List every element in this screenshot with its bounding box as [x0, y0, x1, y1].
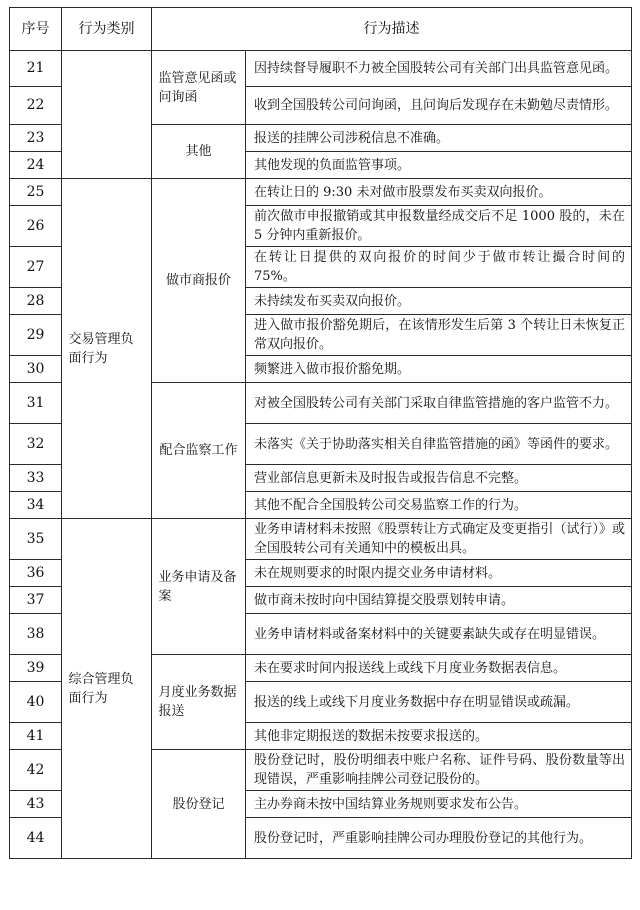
- header-description: 行为描述: [152, 8, 632, 51]
- row-number: 38: [10, 614, 62, 655]
- subcategory-label: 其他: [185, 144, 212, 159]
- row-number: 23: [10, 125, 62, 152]
- behavior-description: 业务申请材料未按照《股票转让方式确定及变更指引（试行）》或全国股转公司有关通知中的模板出具。: [246, 519, 632, 560]
- behavior-description: 频繁进入做市报价豁免期。: [246, 356, 632, 383]
- row-number: 42: [10, 750, 62, 791]
- subcategory-label: 业务申请及备案: [158, 569, 237, 604]
- row-number: 32: [10, 424, 62, 465]
- table-row: [10, 179, 632, 206]
- category-cell: [62, 519, 152, 859]
- behavior-description: 营业部信息更新未及时报告或报告信息不完整。: [246, 465, 632, 492]
- table-row: [10, 51, 632, 87]
- row-number: 21: [10, 51, 62, 87]
- behavior-description: 对被全国股转公司有关部门采取自律监管措施的客户监管不力。: [246, 383, 632, 424]
- behavior-description: 股份登记时，股份明细表中账户名称、证件号码、股份数量等出现错误，严重影响挂牌公司登记股份的。: [246, 750, 632, 791]
- header-category: 行为类别: [62, 8, 152, 51]
- category-cell: [62, 179, 152, 519]
- row-number: 27: [10, 247, 62, 288]
- row-number: 30: [10, 356, 62, 383]
- category-label: 综合管理负面行为: [68, 671, 134, 706]
- row-number: 24: [10, 152, 62, 179]
- behavior-description: 股份登记时，严重影响挂牌公司办理股份登记的其他行为。: [246, 818, 632, 859]
- category-cell: [62, 51, 152, 179]
- row-number: 39: [10, 655, 62, 682]
- negative-behavior-table: [9, 7, 632, 859]
- behavior-description: 其他不配合全国股转公司交易监察工作的行为。: [246, 492, 632, 519]
- behavior-description: 主办券商未按中国结算业务规则要求发布公告。: [246, 791, 632, 818]
- subcategory-cell: [152, 179, 246, 383]
- row-number: 35: [10, 519, 62, 560]
- subcategory-cell: [152, 125, 246, 179]
- row-number: 40: [10, 682, 62, 723]
- row-number: 31: [10, 383, 62, 424]
- subcategory-label: 监管意见函或问询函: [158, 70, 237, 105]
- subcategory-label: 月度业务数据报送: [158, 685, 237, 719]
- subcategory-label: 配合监察工作: [159, 443, 238, 458]
- row-number: 44: [10, 818, 62, 859]
- table-row: [10, 519, 632, 560]
- row-number: 25: [10, 179, 62, 206]
- subcategory-cell: [152, 750, 246, 859]
- subcategory-cell: [152, 383, 246, 519]
- header-num: 序号: [10, 8, 62, 51]
- row-number: 43: [10, 791, 62, 818]
- subcategory-cell: [152, 655, 246, 750]
- subcategory-cell: [152, 519, 246, 655]
- row-number: 36: [10, 560, 62, 587]
- behavior-description: 在转让日的 9:30 未对做市股票发布买卖双向报价。: [246, 179, 632, 206]
- behavior-description: 进入做市报价豁免期后，在该情形发生后第 3 个转让日未恢复正常双向报价。: [246, 315, 632, 356]
- row-number: 34: [10, 492, 62, 519]
- category-label: 交易管理负面行为: [68, 331, 134, 366]
- behavior-description: 未落实《关于协助落实相关自律监管措施的函》等函件的要求。: [246, 424, 632, 465]
- behavior-description: 其他非定期报送的数据未按要求报送的。: [246, 723, 632, 750]
- behavior-description: 报送的线上或线下月度业务数据中存在明显错误或疏漏。: [246, 682, 632, 723]
- row-number: 33: [10, 465, 62, 492]
- behavior-description: 收到全国股转公司问询函，且问询后发现存在未勤勉尽责情形。: [246, 87, 632, 125]
- behavior-description: 未在规则要求的时限内提交业务申请材料。: [246, 560, 632, 587]
- row-number: 28: [10, 288, 62, 315]
- behavior-description: 做市商未按时向中国结算提交股票划转申请。: [246, 587, 632, 614]
- behavior-description: 未在要求时间内报送线上或线下月度业务数据表信息。: [246, 655, 632, 682]
- behavior-description: 前次做市申报撤销或其申报数量经成交后不足 1000 股的，未在 5 分钟内重新报价。: [246, 206, 632, 247]
- subcategory-label: 做市商报价: [165, 273, 231, 288]
- behavior-description: 在转让日提供的双向报价的时间少于做市转让撮合时间的 75%。: [246, 247, 632, 288]
- behavior-description: 因持续督导履职不力被全国股转公司有关部门出具监管意见函。: [246, 51, 632, 87]
- row-number: 26: [10, 206, 62, 247]
- behavior-description: 未持续发布买卖双向报价。: [246, 288, 632, 315]
- table-body: [10, 51, 632, 859]
- row-number: 37: [10, 587, 62, 614]
- behavior-description: 业务申请材料或备案材料中的关键要素缺失或存在明显错误。: [246, 614, 632, 655]
- subcategory-cell: [152, 51, 246, 125]
- row-number: 29: [10, 315, 62, 356]
- header-row: [10, 8, 632, 51]
- row-number: 22: [10, 87, 62, 125]
- behavior-description: 报送的挂牌公司涉税信息不准确。: [246, 125, 632, 152]
- row-number: 41: [10, 723, 62, 750]
- behavior-description: 其他发现的负面监管事项。: [246, 152, 632, 179]
- subcategory-label: 股份登记: [172, 796, 225, 812]
